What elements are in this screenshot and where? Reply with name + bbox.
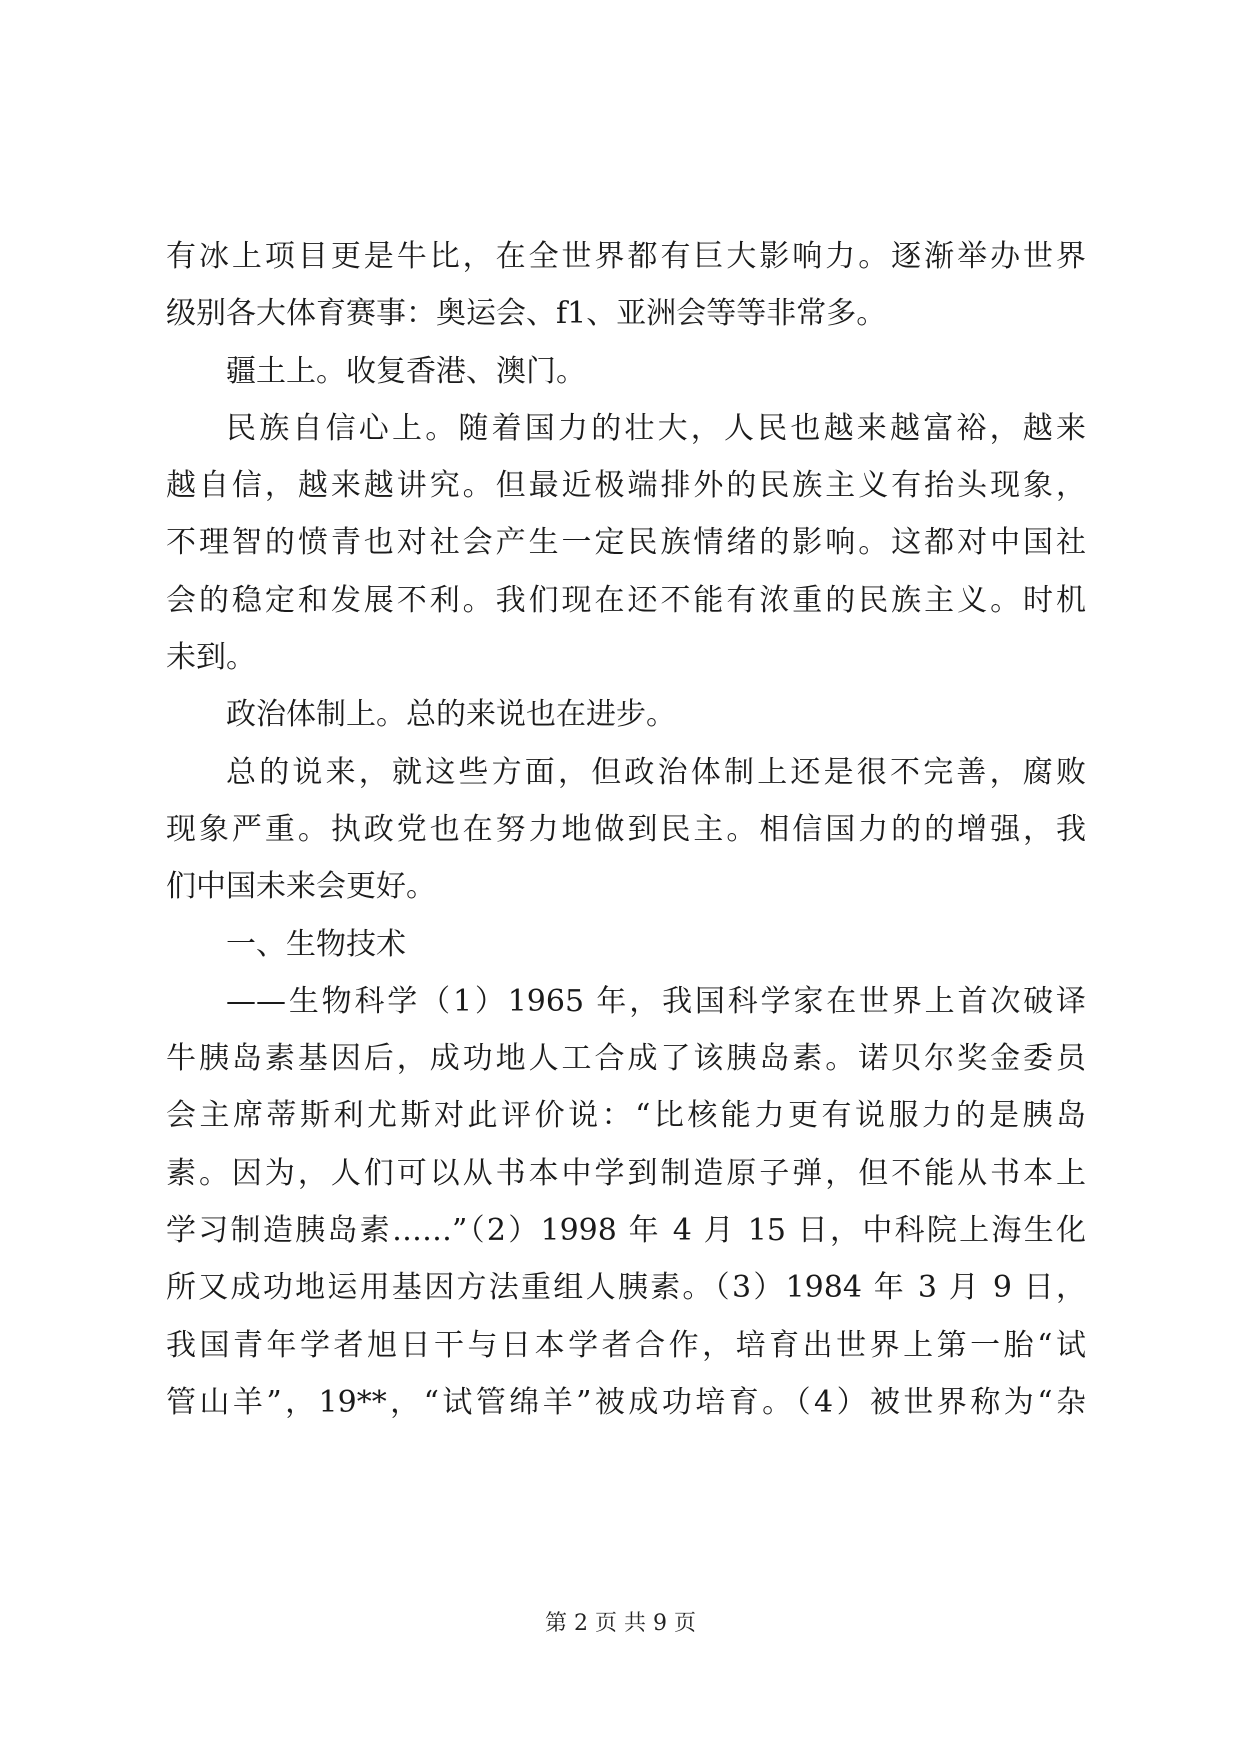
text-line: [166, 858, 1086, 915]
paragraph-start-line: [166, 400, 1086, 457]
text-line-content: 不理智的愤青也对社会产生一定民族情绪的影响。这都对中国社: [166, 525, 1086, 561]
text-line-content: 会主席蒂斯利尤斯对此评价说：“比核能力更有说服力的是胰岛: [166, 1098, 1086, 1134]
text-line: [166, 1030, 1086, 1087]
text-line-content: 民族自信心上。随着国力的壮大，人民也越来越富裕，越来: [226, 410, 1086, 446]
text-line-content: 我国青年学者旭日干与日本学者合作，培育出世界上第一胎“试: [166, 1327, 1086, 1363]
text-line: [166, 514, 1086, 571]
text-line-content: 级别各大体育赛事：奥运会、f1、亚洲会等等非常多。: [166, 296, 887, 332]
text-line-content: 管山羊”，19**，“试管绵羊”被成功培育。（4）被世界称为“杂: [166, 1384, 1086, 1420]
text-line-content: 们中国未来会更好。: [166, 869, 436, 905]
text-line: [166, 572, 1086, 629]
text-line: [166, 1087, 1086, 1144]
text-line-content: 所又成功地运用基因方法重组人胰素。（3）1984 年 3 月 9 日，: [166, 1270, 1086, 1306]
paragraph-start-line: [166, 973, 1086, 1030]
text-line: [166, 285, 1086, 342]
text-line-content: 现象严重。执政党也在努力地做到民主。相信国力的的增强，我: [166, 811, 1086, 847]
text-line-content: 越自信，越来越讲究。但最近极端排外的民族主义有抬头现象，: [166, 468, 1086, 504]
paragraph-start-line: [166, 343, 1086, 400]
text-line: [166, 629, 1086, 686]
text-line: [166, 457, 1086, 514]
text-line-content: 学习制造胰岛素……”（2）1998 年 4 月 15 日，中科院上海生化: [166, 1213, 1086, 1249]
text-line-content: 有冰上项目更是牛比，在全世界都有巨大影响力。逐渐举办世界: [166, 239, 1086, 274]
text-line: [166, 1202, 1086, 1259]
text-line: [166, 801, 1086, 858]
paragraph-start-line: [166, 686, 1086, 743]
text-line-content: 牛胰岛素基因后，成功地人工合成了该胰岛素。诺贝尔奖金委员: [166, 1041, 1086, 1077]
text-line: [166, 1145, 1086, 1202]
text-line-content: 未到。: [166, 640, 256, 676]
body-text: [166, 228, 1086, 1431]
text-line-content: 政治体制上。总的来说也在进步。: [226, 697, 676, 733]
paragraph-start-line: [166, 744, 1086, 801]
text-line-content: 会的稳定和发展不利。我们现在还不能有浓重的民族主义。时机: [166, 582, 1086, 618]
text-line-content: 素。因为，人们可以从书本中学到制造原子弹，但不能从书本上: [166, 1155, 1086, 1191]
page-number-footer: 第 2 页 共 9 页: [545, 1611, 696, 1636]
text-line: [166, 1259, 1086, 1316]
section-heading: [166, 916, 1086, 973]
text-line: [166, 1317, 1086, 1374]
text-line-content: 总的说来，就这些方面，但政治体制上还是很不完善，腐败: [226, 754, 1086, 790]
text-line-content: ——生物科学（1）1965 年，我国科学家在世界上首次破译: [226, 983, 1086, 1019]
text-line: [166, 1374, 1086, 1431]
text-line-content: 疆土上。收复香港、澳门。: [226, 353, 586, 389]
section-heading-text: 一、生物技术: [226, 926, 406, 962]
text-line: [166, 228, 1086, 285]
